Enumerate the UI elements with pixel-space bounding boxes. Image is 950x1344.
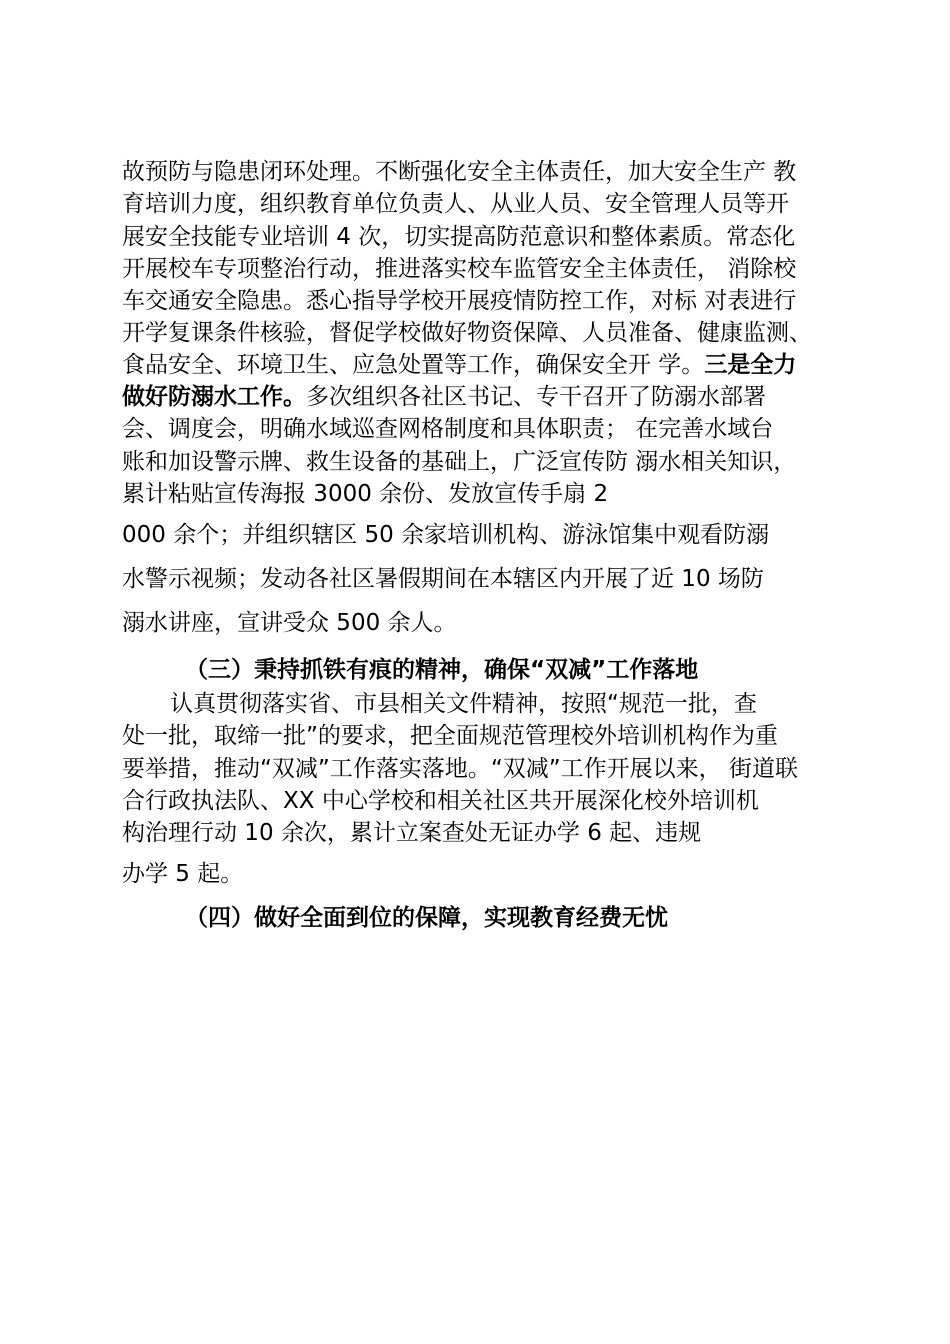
body-text-line: 开展校车专项整治行动，推进落实校车监管安全主体责任， 消除校 <box>122 256 797 282</box>
body-text-line: 累计粘贴宣传海报 3000 余份、发放宣传手扇 2 <box>122 481 609 507</box>
body-text-line: 溺水讲座，宣讲受众 500 余人。 <box>122 610 457 636</box>
body-text-run: 食品安全、环境卫生、应急处置等工作，确保安全开 学。 <box>122 352 705 378</box>
body-text-line: 故预防与隐患闭环处理。不断强化安全主体责任，加大安全生产 教 <box>122 159 797 185</box>
body-text-line: 开学复课条件核验，督促学校做好物资保障、人员准备、健康监测、 <box>122 320 812 346</box>
body-text-line: 构治理行动 10 余次，累计立案查处无证办学 6 起、违规 <box>122 820 702 846</box>
body-text-line: 车交通安全隐患。悉心指导学校开展疫情防控工作，对标 对表进行 <box>122 288 797 314</box>
section-heading-4: （四）做好全面到位的保障，实现教育经费无忧 <box>185 905 668 931</box>
body-text-line <box>122 350 796 380</box>
body-text-line <box>122 382 766 412</box>
body-text-line: 认真贯彻落实省、市县相关文件精神，按照“规范一批，查 <box>170 691 757 717</box>
body-text-line: 办学 5 起。 <box>122 861 244 887</box>
body-text-line: 展安全技能专业培训 4 次，切实提高防范意识和整体素质。常态化 <box>122 224 796 250</box>
section-heading-3: （三）秉持抓铁有痕的精神，确保“双减”工作落地 <box>185 657 699 683</box>
body-text-line: 要举措，推动“双减”工作落实落地。“双减”工作开展以来， 街道联 <box>122 756 798 782</box>
bold-lead-in: 三是全力 <box>704 352 797 378</box>
body-text-line: 合行政执法队、XX 中心学校和相关社区共开展深化校外培训机 <box>122 788 759 814</box>
body-text-line: 水警示视频；发动各社区暑假期间在本辖区内开展了近 10 场防 <box>122 566 764 592</box>
body-text-line: 育培训力度，组织教育单位负责人、从业人员、安全管理人员等开 <box>122 191 789 217</box>
body-text-line: 会、调度会，明确水域巡查网格制度和具体职责； 在完善水域台 <box>122 416 774 442</box>
body-text-line: 000 余个；并组织辖区 50 余家培训机构、游泳馆集中观看防溺 <box>122 522 770 548</box>
bold-lead-in: 做好防溺水工作。 <box>122 384 306 410</box>
body-text-line: 处一批，取缔一批”的要求，把全面规范管理校外培训机构作为重 <box>122 723 778 749</box>
body-text-line: 账和加设警示牌、救生设备的基础上，广泛宣传防 溺水相关知识， <box>122 449 797 475</box>
body-text-run: 多次组织各社区书记、专干召开了防溺水部署 <box>306 384 766 410</box>
